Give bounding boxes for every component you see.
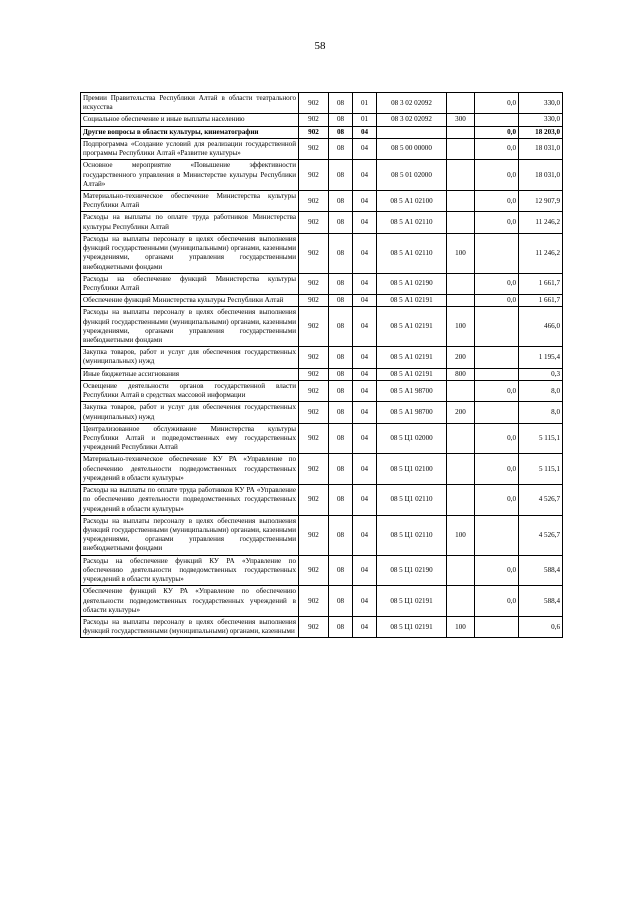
row-name-cell: Расходы на выплаты по оплате труда работников КУ РА «Управление по обеспечению деятельности подведомственных государственных учреждений в области культуры» xyxy=(81,485,299,516)
target-article-cell: 08 3 02 02092 xyxy=(377,93,447,114)
target-article-cell: 08 5 Ц1 02110 xyxy=(377,515,447,555)
target-article-cell: 08 5 Ц1 02100 xyxy=(377,454,447,485)
section-code-cell: 08 xyxy=(329,380,353,401)
amount-2-cell: 8,0 xyxy=(519,402,563,423)
grbs-code-cell: 902 xyxy=(299,380,329,401)
grbs-code-cell: 902 xyxy=(299,423,329,454)
table-row xyxy=(81,616,563,637)
expense-type-cell: 100 xyxy=(447,233,475,273)
section-code-cell: 08 xyxy=(329,93,353,114)
expense-type-cell: 200 xyxy=(447,347,475,368)
amount-1-cell: 0,0 xyxy=(475,126,519,138)
amount-2-cell: 11 246,2 xyxy=(519,212,563,233)
amount-1-cell xyxy=(475,368,519,380)
table-row xyxy=(81,307,563,347)
table-row xyxy=(81,160,563,191)
amount-1-cell: 0,0 xyxy=(475,380,519,401)
table-row xyxy=(81,402,563,423)
expense-type-cell: 200 xyxy=(447,402,475,423)
amount-2-cell: 18 203,0 xyxy=(519,126,563,138)
grbs-code-cell: 902 xyxy=(299,616,329,637)
section-code-cell: 08 xyxy=(329,515,353,555)
expense-type-cell xyxy=(447,485,475,516)
target-article-cell: 08 5 00 00000 xyxy=(377,138,447,159)
subsection-code-cell: 04 xyxy=(353,273,377,294)
amount-1-cell: 0,0 xyxy=(475,555,519,586)
target-article-cell: 08 5 А1 02110 xyxy=(377,233,447,273)
table-row xyxy=(81,555,563,586)
section-code-cell: 08 xyxy=(329,586,353,617)
subsection-code-cell: 04 xyxy=(353,368,377,380)
grbs-code-cell: 902 xyxy=(299,586,329,617)
subsection-code-cell: 04 xyxy=(353,160,377,191)
table-row xyxy=(81,126,563,138)
expense-type-cell: 100 xyxy=(447,515,475,555)
target-article-cell: 08 5 А1 02191 xyxy=(377,368,447,380)
section-code-cell: 08 xyxy=(329,212,353,233)
row-name-cell: Закупка товаров, работ и услуг для обеспечения государственных (муниципальных) нужд xyxy=(81,402,299,423)
target-article-cell: 08 5 Ц1 02000 xyxy=(377,423,447,454)
table-row xyxy=(81,212,563,233)
section-code-cell: 08 xyxy=(329,307,353,347)
row-name-cell: Другие вопросы в области культуры, кинематографии xyxy=(81,126,299,138)
section-code-cell: 08 xyxy=(329,114,353,126)
section-code-cell: 08 xyxy=(329,347,353,368)
row-name-cell: Подпрограмма «Создание условий для реализации государственной программы Республики Алтай «Развитие культуры» xyxy=(81,138,299,159)
amount-2-cell: 588,4 xyxy=(519,586,563,617)
table-row xyxy=(81,515,563,555)
expense-type-cell xyxy=(447,380,475,401)
amount-1-cell: 0,0 xyxy=(475,273,519,294)
row-name-cell: Централизованное обслуживание Министерства культуры Республики Алтай и подведомственных ему государственных учреждений Республики Алтай xyxy=(81,423,299,454)
grbs-code-cell: 902 xyxy=(299,190,329,211)
section-code-cell: 08 xyxy=(329,485,353,516)
amount-1-cell xyxy=(475,515,519,555)
amount-1-cell: 0,0 xyxy=(475,586,519,617)
subsection-code-cell: 04 xyxy=(353,190,377,211)
subsection-code-cell: 04 xyxy=(353,515,377,555)
table-row xyxy=(81,273,563,294)
target-article-cell: 08 5 Ц1 02191 xyxy=(377,616,447,637)
subsection-code-cell: 04 xyxy=(353,307,377,347)
row-name-cell: Расходы на выплаты по оплате труда работников Министерства культуры Республики Алтай xyxy=(81,212,299,233)
expense-type-cell: 100 xyxy=(447,307,475,347)
target-article-cell xyxy=(377,126,447,138)
section-code-cell: 08 xyxy=(329,402,353,423)
amount-1-cell: 0,0 xyxy=(475,423,519,454)
target-article-cell: 08 5 Ц1 02190 xyxy=(377,555,447,586)
amount-2-cell: 4 526,7 xyxy=(519,515,563,555)
row-name-cell: Обеспечение функций Министерства культуры Республики Алтай xyxy=(81,295,299,307)
expense-type-cell: 800 xyxy=(447,368,475,380)
grbs-code-cell: 902 xyxy=(299,273,329,294)
amount-2-cell: 18 031,0 xyxy=(519,138,563,159)
row-name-cell: Расходы на обеспечение функций Министерства культуры Республики Алтай xyxy=(81,273,299,294)
table-row xyxy=(81,190,563,211)
expense-type-cell xyxy=(447,190,475,211)
amount-1-cell xyxy=(475,233,519,273)
amount-2-cell: 466,0 xyxy=(519,307,563,347)
amount-1-cell: 0,0 xyxy=(475,160,519,191)
amount-2-cell: 1 195,4 xyxy=(519,347,563,368)
amount-1-cell: 0,0 xyxy=(475,93,519,114)
amount-1-cell: 0,0 xyxy=(475,485,519,516)
table-row xyxy=(81,423,563,454)
section-code-cell: 08 xyxy=(329,233,353,273)
grbs-code-cell: 902 xyxy=(299,402,329,423)
amount-2-cell: 18 031,0 xyxy=(519,160,563,191)
amount-2-cell: 0,3 xyxy=(519,368,563,380)
subsection-code-cell: 04 xyxy=(353,402,377,423)
subsection-code-cell: 04 xyxy=(353,380,377,401)
row-name-cell: Материально-техническое обеспечение Министерства культуры Республики Алтай xyxy=(81,190,299,211)
target-article-cell: 08 5 Ц1 02191 xyxy=(377,586,447,617)
budget-table xyxy=(80,92,563,638)
amount-2-cell: 330,0 xyxy=(519,114,563,126)
amount-1-cell: 0,0 xyxy=(475,138,519,159)
amount-2-cell: 8,0 xyxy=(519,380,563,401)
expense-type-cell xyxy=(447,126,475,138)
subsection-code-cell: 01 xyxy=(353,114,377,126)
target-article-cell: 08 5 А1 02100 xyxy=(377,190,447,211)
row-name-cell: Расходы на обеспечение функций КУ РА «Управление по обеспечению деятельности подведомственных государственных учреждений в области культуры» xyxy=(81,555,299,586)
subsection-code-cell: 04 xyxy=(353,485,377,516)
section-code-cell: 08 xyxy=(329,126,353,138)
target-article-cell: 08 5 01 02000 xyxy=(377,160,447,191)
expense-type-cell xyxy=(447,93,475,114)
table-row xyxy=(81,347,563,368)
amount-1-cell: 0,0 xyxy=(475,454,519,485)
amount-1-cell: 0,0 xyxy=(475,212,519,233)
section-code-cell: 08 xyxy=(329,368,353,380)
subsection-code-cell: 04 xyxy=(353,295,377,307)
table-row xyxy=(81,93,563,114)
subsection-code-cell: 04 xyxy=(353,616,377,637)
target-article-cell: 08 5 А1 02110 xyxy=(377,212,447,233)
subsection-code-cell: 04 xyxy=(353,555,377,586)
subsection-code-cell: 01 xyxy=(353,93,377,114)
table-row xyxy=(81,233,563,273)
expense-type-cell xyxy=(447,273,475,294)
amount-2-cell: 5 115,1 xyxy=(519,454,563,485)
target-article-cell: 08 5 А1 02191 xyxy=(377,307,447,347)
amount-2-cell: 12 907,9 xyxy=(519,190,563,211)
table-row xyxy=(81,295,563,307)
grbs-code-cell: 902 xyxy=(299,485,329,516)
expense-type-cell xyxy=(447,160,475,191)
grbs-code-cell: 902 xyxy=(299,295,329,307)
grbs-code-cell: 902 xyxy=(299,515,329,555)
expense-type-cell xyxy=(447,423,475,454)
target-article-cell: 08 5 А1 02191 xyxy=(377,295,447,307)
amount-1-cell xyxy=(475,307,519,347)
table-row xyxy=(81,138,563,159)
row-name-cell: Расходы на выплаты персоналу в целях обеспечения выполнения функций государственными (муниципальными) органами, казенными учреждениями, органами управления государственными внебюджетными фондами xyxy=(81,307,299,347)
amount-2-cell: 4 526,7 xyxy=(519,485,563,516)
expense-type-cell: 300 xyxy=(447,114,475,126)
subsection-code-cell: 04 xyxy=(353,586,377,617)
grbs-code-cell: 902 xyxy=(299,93,329,114)
amount-2-cell: 11 246,2 xyxy=(519,233,563,273)
table-row xyxy=(81,380,563,401)
subsection-code-cell: 04 xyxy=(353,423,377,454)
target-article-cell: 08 5 А1 98700 xyxy=(377,402,447,423)
table-row xyxy=(81,114,563,126)
amount-1-cell xyxy=(475,114,519,126)
row-name-cell: Премии Правительства Республики Алтай в области театрального искусства xyxy=(81,93,299,114)
amount-2-cell: 330,0 xyxy=(519,93,563,114)
amount-1-cell xyxy=(475,347,519,368)
row-name-cell: Обеспечение функций КУ РА «Управление по обеспечению деятельности подведомственных государственных учреждений в области культуры» xyxy=(81,586,299,617)
amount-2-cell: 1 661,7 xyxy=(519,295,563,307)
subsection-code-cell: 04 xyxy=(353,347,377,368)
expense-type-cell xyxy=(447,295,475,307)
expense-type-cell xyxy=(447,454,475,485)
amount-1-cell xyxy=(475,402,519,423)
row-name-cell: Расходы на выплаты персоналу в целях обеспечения выполнения функций государственными (муниципальными) органами, казенными xyxy=(81,616,299,637)
subsection-code-cell: 04 xyxy=(353,212,377,233)
target-article-cell: 08 5 А1 98700 xyxy=(377,380,447,401)
grbs-code-cell: 902 xyxy=(299,138,329,159)
amount-1-cell xyxy=(475,616,519,637)
grbs-code-cell: 902 xyxy=(299,160,329,191)
row-name-cell: Основное мероприятие «Повышение эффективности государственного управления в Министерстве культуры Республики Алтай» xyxy=(81,160,299,191)
subsection-code-cell: 04 xyxy=(353,454,377,485)
subsection-code-cell: 04 xyxy=(353,233,377,273)
row-name-cell: Иные бюджетные ассигнования xyxy=(81,368,299,380)
grbs-code-cell: 902 xyxy=(299,368,329,380)
section-code-cell: 08 xyxy=(329,616,353,637)
row-name-cell: Социальное обеспечение и иные выплаты населению xyxy=(81,114,299,126)
grbs-code-cell: 902 xyxy=(299,114,329,126)
amount-1-cell: 0,0 xyxy=(475,295,519,307)
section-code-cell: 08 xyxy=(329,295,353,307)
target-article-cell: 08 5 А1 02191 xyxy=(377,347,447,368)
grbs-code-cell: 902 xyxy=(299,126,329,138)
expense-type-cell xyxy=(447,555,475,586)
page-number: 58 xyxy=(314,40,326,52)
expense-type-cell xyxy=(447,138,475,159)
subsection-code-cell: 04 xyxy=(353,126,377,138)
grbs-code-cell: 902 xyxy=(299,233,329,273)
expense-type-cell xyxy=(447,586,475,617)
section-code-cell: 08 xyxy=(329,555,353,586)
grbs-code-cell: 902 xyxy=(299,555,329,586)
row-name-cell: Материально-техническое обеспечение КУ РА «Управление по обеспечению деятельности подведомственных государственных учреждений в области культуры» xyxy=(81,454,299,485)
grbs-code-cell: 902 xyxy=(299,454,329,485)
section-code-cell: 08 xyxy=(329,273,353,294)
section-code-cell: 08 xyxy=(329,138,353,159)
grbs-code-cell: 902 xyxy=(299,307,329,347)
expense-type-cell: 100 xyxy=(447,616,475,637)
amount-2-cell: 588,4 xyxy=(519,555,563,586)
amount-2-cell: 1 661,7 xyxy=(519,273,563,294)
amount-2-cell: 5 115,1 xyxy=(519,423,563,454)
row-name-cell: Расходы на выплаты персоналу в целях обеспечения выполнения функций государственными (муниципальными) органами, казенными учреждениями, органами управления государственными внебюджетными фондами xyxy=(81,233,299,273)
section-code-cell: 08 xyxy=(329,454,353,485)
row-name-cell: Закупка товаров, работ и услуг для обеспечения государственных (муниципальных) нужд xyxy=(81,347,299,368)
section-code-cell: 08 xyxy=(329,423,353,454)
grbs-code-cell: 902 xyxy=(299,347,329,368)
table-row xyxy=(81,368,563,380)
section-code-cell: 08 xyxy=(329,190,353,211)
target-article-cell: 08 3 02 02092 xyxy=(377,114,447,126)
grbs-code-cell: 902 xyxy=(299,212,329,233)
subsection-code-cell: 04 xyxy=(353,138,377,159)
row-name-cell: Расходы на выплаты персоналу в целях обеспечения выполнения функций государственными (муниципальными) органами, казенными учреждениями, органами управления государственными внебюджетными фондами xyxy=(81,515,299,555)
table-row xyxy=(81,586,563,617)
amount-1-cell: 0,0 xyxy=(475,190,519,211)
table-row xyxy=(81,454,563,485)
expense-type-cell xyxy=(447,212,475,233)
amount-2-cell: 0,6 xyxy=(519,616,563,637)
section-code-cell: 08 xyxy=(329,160,353,191)
target-article-cell: 08 5 Ц1 02110 xyxy=(377,485,447,516)
target-article-cell: 08 5 А1 02190 xyxy=(377,273,447,294)
row-name-cell: Освещение деятельности органов государственной власти Республики Алтай в средствах массовой информации xyxy=(81,380,299,401)
table-row xyxy=(81,485,563,516)
